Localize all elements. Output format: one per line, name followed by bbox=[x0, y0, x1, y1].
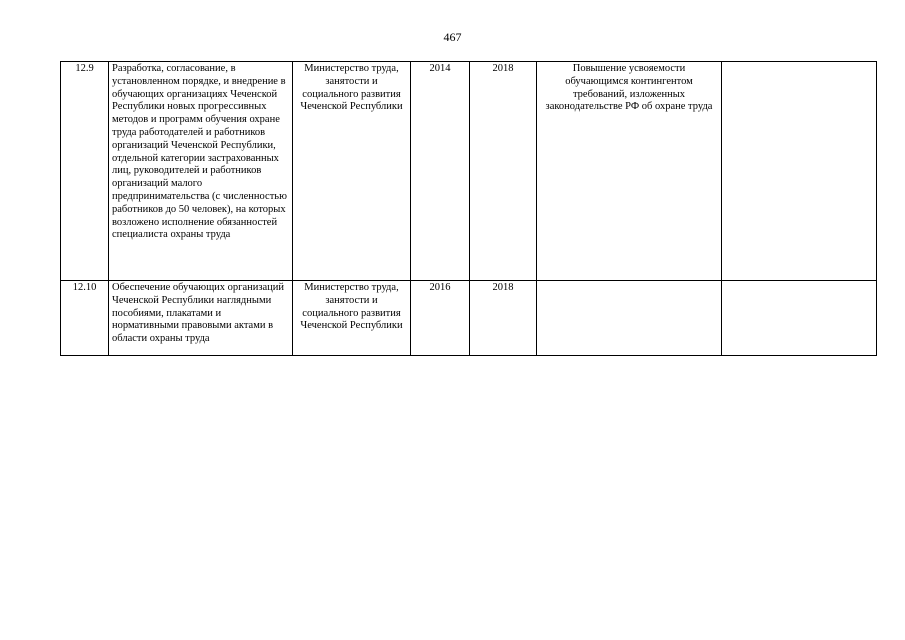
end-year: 2018 bbox=[470, 62, 537, 281]
end-year: 2018 bbox=[470, 281, 537, 356]
measure-description: Разработка, согласование, в установленном порядке, и внедрение в обучающих организациях Чеченской Республики новых прогрессивных методов и программ обучения охране труда работодателей и работников организаций Чеченской Республики, отдельной категории застрахованных лиц, руководителей и работников организаций малого предпринимательства (с численностью работников до 50 человек), на которых возложено исполнение обязанностей специалиста охраны труда bbox=[109, 62, 293, 281]
row-number: 12.9 bbox=[61, 62, 109, 281]
executor: Министерство труда, занятости и социального развития Чеченской Республики bbox=[293, 62, 411, 281]
table-row bbox=[61, 62, 877, 281]
expected-result bbox=[537, 281, 722, 356]
measures-table bbox=[60, 61, 877, 356]
start-year: 2016 bbox=[411, 281, 470, 356]
measure-description: Обеспечение обучающих организаций Чеченской Республики наглядными пособиями, плакатами и нормативными правовыми актами в области охраны труда bbox=[109, 281, 293, 356]
start-year: 2014 bbox=[411, 62, 470, 281]
note-cell bbox=[722, 281, 877, 356]
row-number: 12.10 bbox=[61, 281, 109, 356]
note-cell bbox=[722, 62, 877, 281]
expected-result: Повышение усвояемости обучающимся контингентом требований, изложенных законодательстве РФ об охране труда bbox=[537, 62, 722, 281]
page-number: 467 bbox=[443, 30, 462, 44]
table-row bbox=[61, 281, 877, 356]
executor: Министерство труда, занятости и социального развития Чеченской Республики bbox=[293, 281, 411, 356]
